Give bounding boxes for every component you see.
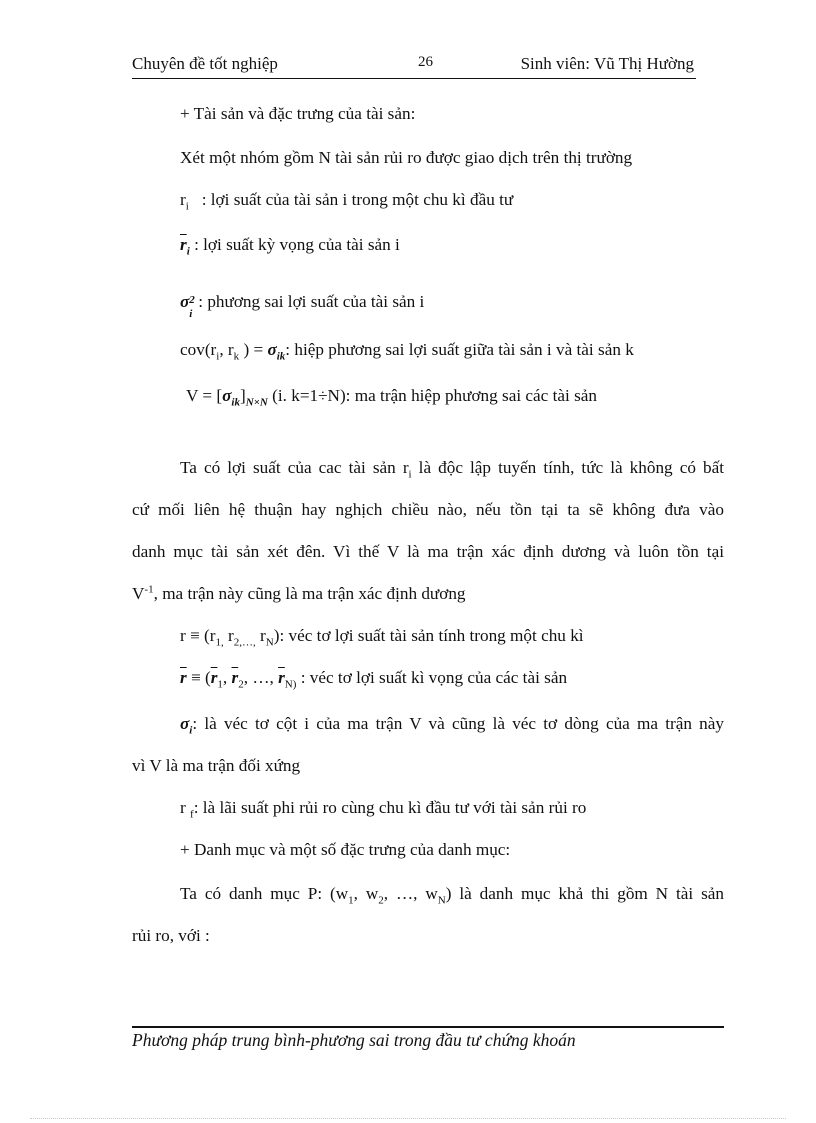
def-risk-free-rate: r $_f$: là lãi suất phi rủi ro cùng chu kì đầu tư với tài sản rủi ro: [180, 798, 587, 821]
page-number: 26: [418, 54, 433, 70]
section-heading-portfolio: + Danh mục và một số đặc trưng của danh mục:: [180, 840, 511, 859]
def-return-vector: $r \equiv (r_{1,}$ $r_{2,\dots,}$ $r_N$): véc tơ lợi suất tài sản tính trong một chu kì: [180, 626, 584, 649]
body-line-assets-group: Xét một nhóm gồm N tài sản rủi ro được giao dịch trên thị trường: [180, 148, 633, 167]
header-title: Chuyên đề tốt nghiệp: [132, 54, 278, 73]
paragraph-independence-line1: Ta có lợi suất của cac tài sản $r_i$ là độc lập tuyến tính, tức là không có bất: [180, 458, 725, 481]
paragraph-independence-line2: cứ mối liên hệ thuận hay nghịch chiều nào, nếu tồn tại ta sẽ không đưa vào: [132, 500, 724, 519]
paragraph-portfolio-line1: Ta có danh mục P: ($w_1$, $w_2$, …, $w_N$) là danh mục khả thi gồm N tài sản: [180, 884, 724, 907]
page-header: [132, 52, 696, 79]
header-author: Sinh viên: Vũ Thị Hường: [520, 54, 694, 73]
paragraph-independence-line3: danh mục tài sản xét đên. Vì thế V là ma trận xác định dương và luôn tồn tại: [132, 542, 724, 561]
def-sigma-column-line1: $\sigma_i$: là véc tơ cột i của ma trận V và cũng là véc tơ dòng của ma trận này: [180, 714, 724, 737]
def-covariance: $cov(r_i$, $r_k$ ) = $\sigma_{ik}$: hiệp phương sai lợi suất giữa tài sản i và tài sản k: [180, 340, 634, 363]
def-variance: σ 2 i : phương sai lợi suất của tài sản i: [180, 292, 425, 320]
paragraph-independence-line4: $V^{-1}$, ma trận này cũng là ma trận xác định dương: [132, 583, 466, 603]
def-covariance-matrix: $V = [\sigma_{ik}]_{N\times N}$ (i. k=1÷N): ma trận hiệp phương sai các tài sản: [186, 386, 597, 409]
page-bottom-dotted-border: [30, 1118, 786, 1119]
def-sigma-column-line2: vì V là ma trận đối xứng: [132, 756, 301, 775]
def-return: $r_i$ : lợi suất của tài sản i trong một chu kì đầu tư: [180, 190, 514, 213]
def-expected-return: $\overline{r}_i$ : lợi suất kỳ vọng của tài sản i: [180, 235, 400, 258]
paragraph-portfolio-line2: rủi ro, với :: [132, 926, 210, 945]
section-heading-assets: + Tài sản và đặc trưng của tài sản:: [180, 104, 416, 123]
def-expected-return-vector: $\overline{r} \equiv (\overline{r}_1$, $\overline{r}_2$, …, $\overline{r}_{N)}$ : véc tơ lợi suất kì vọng của các tài sản: [180, 668, 568, 691]
page-footer: Phương pháp trung bình-phương sai trong đầu tư chứng khoán: [132, 1030, 576, 1050]
footer-divider: [132, 1026, 724, 1028]
